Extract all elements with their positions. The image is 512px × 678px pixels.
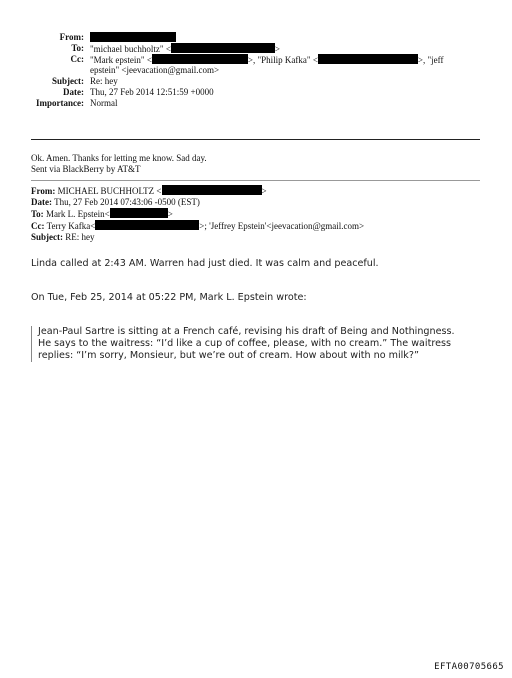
forwarded-header [31,185,364,243]
redaction-bar [318,54,418,64]
quoted-message [31,326,498,362]
quote-line: replies: “I’m sorry, Monsieur, but we’re out of cream. How about with no milk?” [38,350,419,361]
fwd-cc-row: Cc: Terry Kafka< >; 'Jeffrey Epstein'<jeevacation@gmail.com> [31,221,365,231]
cc-label: Cc: [70,54,84,64]
redaction-bar [152,54,248,64]
header-divider [31,139,480,140]
header-cc-row-continued [0,65,512,76]
reply-text [31,153,207,175]
redaction-bar [95,220,199,230]
header-to-row: To: "michael buchholtz" < > [71,43,280,54]
header-from-row [0,32,512,43]
cc-value-continued: epstein" <jeevacation@gmail.com> [90,65,220,75]
importance-label: Importance: [36,98,84,108]
fwd-subject-label: Subject: [31,232,63,242]
subject-value: Re: hey [90,76,118,86]
header-date-row [0,87,512,98]
date-label: Date: [63,87,84,97]
fwd-subject-row: Subject: RE: hey [31,232,95,242]
from-label: From: [59,32,84,42]
document-id: EFTA00705665 [434,662,504,672]
reply-signature: Sent via BlackBerry by AT&T [31,164,141,174]
fwd-from-label: From: [31,186,56,196]
header-cc-row: Cc: "Mark epstein" < >, "Philip Kafka" < >, "jeff [70,54,444,65]
header-importance-row [0,98,512,109]
redaction-bar [171,43,275,53]
reply-line: Ok. Amen. Thanks for letting me know. Sad day. [31,153,207,163]
date-value: Thu, 27 Feb 2014 12:51:59 +0000 [90,87,214,97]
to-label: To: [71,43,84,53]
importance-value: Normal [90,98,118,108]
redaction-bar [110,208,168,218]
fwd-to-label: To: [31,209,44,219]
header-subject-row [0,76,512,87]
message-body: Linda called at 2:43 AM. Warren had just died. It was calm and peaceful. [31,258,379,269]
fwd-date-label: Date: [31,197,52,207]
subject-label: Subject: [52,76,84,86]
redaction-bar [162,185,262,195]
fwd-to-row: To: Mark L. Epstein< > [31,209,173,219]
fwd-date-row: Date: Thu, 27 Feb 2014 07:43:06 -0500 (EST) [31,197,200,207]
to-value: "michael buchholtz" < [90,44,171,54]
email-header [0,32,512,109]
fwd-cc-label: Cc: [31,221,45,231]
forward-divider [31,180,480,181]
fwd-from-row: From: MICHAEL BUCHHOLTZ < > [31,186,267,196]
quote-line: Jean-Paul Sartre is sitting at a French café, revising his draft of Being and Nothingness. [38,326,455,337]
cc-value: "Mark epstein" < [90,55,152,65]
quote-line: He says to the waitress: “I’d like a cup of coffee, please, with no cream.” The waitress [38,338,451,349]
quote-attribution: On Tue, Feb 25, 2014 at 05:22 PM, Mark L. Epstein wrote: [31,292,307,303]
redaction-bar [90,32,176,42]
